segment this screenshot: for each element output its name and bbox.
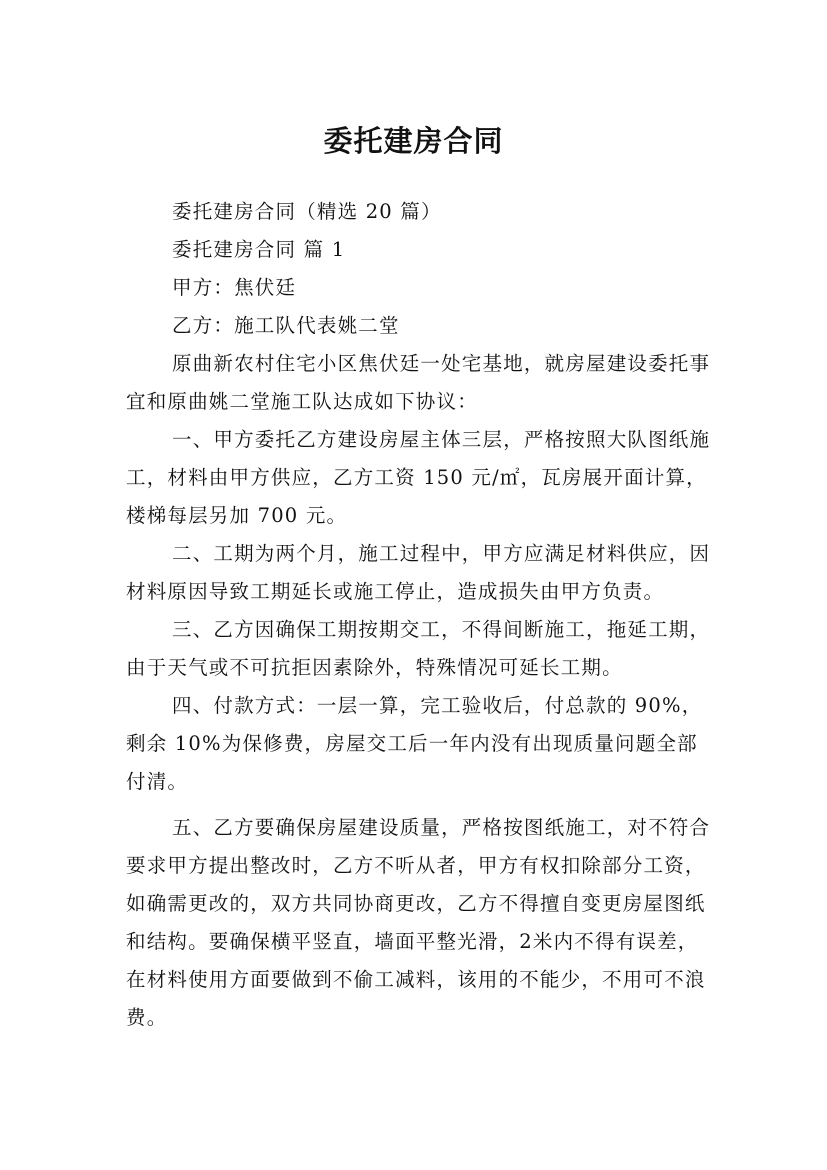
paragraph-contract-heading: 委托建房合同 篇 1	[172, 238, 346, 261]
paragraph-clause-5: 五、乙方要确保房屋建设质量，严格按图纸施工，对不符合要求甲方提出整改时，乙方不听从者，甲方有权扣除部分工资，如确需更改的，双方共同协商更改，乙方不得擅自变更房屋图纸和结构。要确保横平竖直，墙面平整光滑，2米内不得有误差，在材料使用方面要做到不偷工减料，该用的不能少，不用可不浪费。	[126, 816, 711, 1029]
paragraph-preamble: 原曲新农村住宅小区焦伏廷一处宅基地，就房屋建设委托事宜和原曲姚二堂施工队达成如下协议：	[126, 352, 711, 413]
paragraph-clause-3: 三、乙方因确保工期按期交工，不得间断施工，拖延工期，由于天气或不可抗拒因素除外，特殊情况可延长工期。	[126, 618, 711, 679]
paragraph-collection-title: 委托建房合同（精选 20 篇）	[172, 200, 442, 223]
paragraph-party-a: 甲方：焦伏廷	[172, 276, 297, 299]
paragraph-clause-4: 四、付款方式：一层一算，完工验收后，付总款的 90%，剩余 10%为保修费，房屋交工后一年内没有出现质量问题全部付清。	[126, 694, 703, 793]
paragraph-clause-2: 二、工期为两个月，施工过程中，甲方应满足材料供应，因材料原因导致工期延长或施工停止，造成损失由甲方负责。	[126, 542, 711, 603]
document-title: 委托建房合同	[323, 124, 504, 159]
paragraph-clause-1: 一、甲方委托乙方建设房屋主体三层，严格按照大队图纸施工，材料由甲方供应，乙方工资 150 元/㎡，瓦房展开面计算，楼梯每层另加 700 元。	[126, 428, 711, 527]
document-body	[126, 193, 714, 1037]
paragraph-party-b: 乙方：施工队代表姚二堂	[172, 314, 400, 337]
